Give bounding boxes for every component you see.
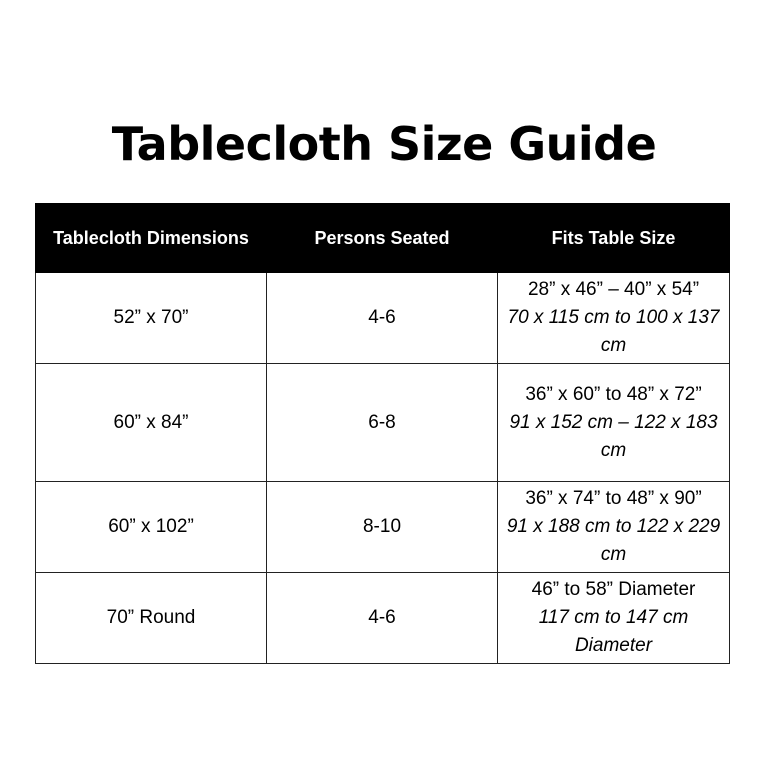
header-tablecloth-dimensions: Tablecloth Dimensions bbox=[36, 204, 267, 273]
fits-cell bbox=[498, 273, 730, 364]
table-header-row bbox=[36, 204, 730, 273]
dimensions-cell: 70” Round bbox=[36, 573, 267, 664]
dimensions-cell: 60” x 84” bbox=[36, 364, 267, 482]
page-title: Tablecloth Size Guide bbox=[111, 117, 657, 171]
table-row bbox=[36, 273, 730, 364]
header-fits-table-size: Fits Table Size bbox=[498, 204, 730, 273]
persons-cell: 6-8 bbox=[267, 364, 498, 482]
dimensions-cell: 60” x 102” bbox=[36, 482, 267, 573]
size-guide-table bbox=[35, 203, 730, 664]
fits-centimeters: 91 x 152 cm – 122 x 183 cm bbox=[509, 411, 718, 461]
fits-inches: 28” x 46” – 40” x 54” bbox=[527, 279, 700, 300]
table-row bbox=[36, 573, 730, 664]
table-row bbox=[36, 482, 730, 573]
fits-centimeters: 91 x 188 cm to 122 x 229 cm bbox=[506, 516, 721, 565]
dimensions-cell: 52” x 70” bbox=[36, 273, 267, 364]
fits-inches: 46” to 58” Diameter bbox=[531, 579, 696, 600]
fits-cell bbox=[498, 364, 730, 482]
fits-inches: 36” x 60” to 48” x 72” bbox=[525, 383, 702, 405]
header-persons-seated: Persons Seated bbox=[267, 204, 498, 273]
fits-cell bbox=[498, 573, 730, 664]
table-row bbox=[36, 364, 730, 482]
fits-centimeters: 70 x 115 cm to 100 x 137 cm bbox=[507, 307, 720, 356]
fits-inches: 36” x 74” to 48” x 90” bbox=[525, 488, 702, 509]
persons-cell: 4-6 bbox=[267, 573, 498, 664]
fits-centimeters: 117 cm to 147 cm Diameter bbox=[538, 607, 689, 656]
fits-cell bbox=[498, 482, 730, 573]
persons-cell: 4-6 bbox=[267, 273, 498, 364]
persons-cell: 8-10 bbox=[267, 482, 498, 573]
